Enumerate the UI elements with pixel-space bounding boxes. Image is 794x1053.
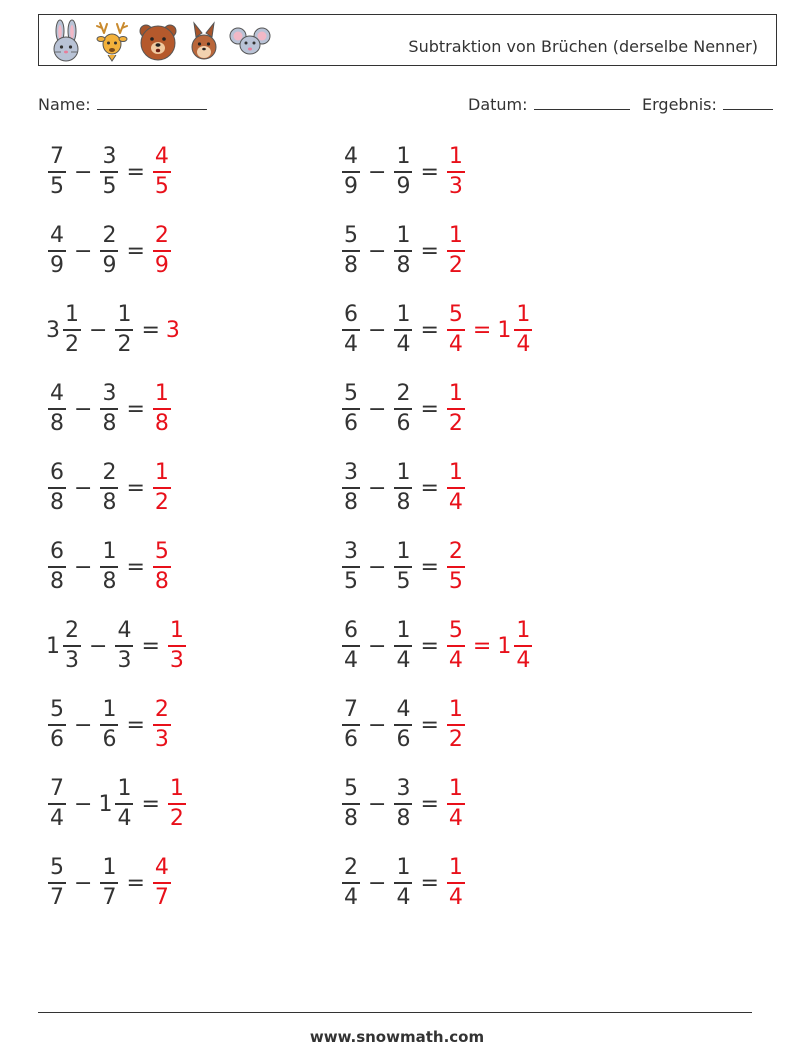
fraction [153, 225, 171, 277]
denominator: 2 [448, 253, 463, 278]
fraction [447, 462, 465, 514]
equals-sign: = [126, 475, 145, 501]
minus-sign: − [368, 712, 387, 738]
denominator: 8 [396, 490, 411, 515]
denominator: 5 [102, 174, 117, 199]
numerator: 4 [50, 381, 64, 406]
denominator: 5 [154, 174, 169, 199]
answer [151, 699, 173, 751]
problem-item [46, 219, 173, 283]
denominator: 4 [448, 332, 463, 357]
fraction [447, 541, 465, 593]
denominator: 6 [50, 727, 64, 752]
problem-item [340, 614, 534, 678]
equals-sign: = [472, 317, 492, 343]
numerator: 7 [50, 144, 64, 169]
fraction [153, 857, 171, 909]
equals-sign: = [141, 791, 160, 817]
denominator: 9 [344, 174, 358, 199]
name-label: Name: [38, 95, 91, 114]
numerator: 1 [396, 460, 411, 485]
denominator: 4 [448, 885, 463, 910]
problem-item [46, 614, 188, 678]
denominator: 4 [344, 332, 358, 357]
answer [445, 225, 467, 277]
answer [445, 541, 467, 593]
fraction [394, 146, 412, 198]
minus-sign: − [89, 317, 108, 343]
denominator: 7 [50, 885, 64, 910]
answer [151, 541, 173, 593]
result-field[interactable] [642, 93, 773, 114]
denominator: 4 [396, 332, 411, 357]
equals-sign: = [472, 633, 492, 659]
fraction [153, 462, 171, 514]
numerator: 1 [396, 539, 411, 564]
denominator: 6 [396, 727, 411, 752]
page-title: Subtraktion von Brüchen (derselbe Nenner) [408, 37, 758, 56]
numerator: 2 [396, 381, 411, 406]
numerator: 5 [448, 618, 463, 643]
denominator: 6 [396, 411, 411, 436]
equals-sign: = [420, 791, 439, 817]
numerator: 1 [117, 302, 132, 327]
numerator: 1 [169, 618, 184, 643]
numerator: 1 [154, 381, 169, 406]
equals-sign: = [126, 159, 145, 185]
numerator: 1 [396, 223, 411, 248]
bear-icon [137, 19, 179, 63]
fraction [342, 383, 360, 435]
denominator: 8 [154, 569, 169, 594]
deer-icon [91, 19, 133, 63]
numerator: 1 [448, 855, 463, 880]
numerator: 1 [448, 776, 463, 801]
fraction [48, 462, 66, 514]
numerator: 1 [102, 539, 117, 564]
numerator: 1 [396, 144, 411, 169]
fraction [153, 383, 171, 435]
denominator: 9 [50, 253, 64, 278]
numerator: 1 [169, 776, 184, 801]
fraction [100, 541, 118, 593]
fraction [48, 146, 66, 198]
numerator: 5 [344, 776, 358, 801]
numerator: 1 [102, 697, 117, 722]
fraction [115, 304, 133, 356]
denominator: 2 [448, 727, 463, 752]
equals-sign: = [126, 870, 145, 896]
numerator: 5 [154, 539, 169, 564]
numerator: 4 [344, 144, 358, 169]
fraction [100, 857, 118, 909]
denominator: 4 [448, 806, 463, 831]
fraction [514, 620, 532, 672]
denominator: 3 [169, 648, 184, 673]
minus-sign: − [74, 396, 93, 422]
denominator: 4 [516, 648, 531, 673]
numerator: 6 [50, 460, 64, 485]
denominator: 4 [344, 885, 358, 910]
answer [166, 318, 181, 343]
denominator: 8 [102, 569, 117, 594]
footer-divider [38, 1012, 752, 1013]
answer [445, 778, 467, 830]
denominator: 4 [50, 806, 64, 831]
numerator: 4 [154, 855, 169, 880]
denominator: 6 [102, 727, 117, 752]
problem-item [340, 456, 467, 520]
fraction [100, 699, 118, 751]
numerator: 4 [154, 144, 169, 169]
numerator: 2 [448, 539, 463, 564]
equals-sign: = [126, 396, 145, 422]
denominator: 4 [448, 490, 463, 515]
squirrel-icon [183, 19, 225, 63]
numerator: 1 [65, 302, 79, 327]
answer [445, 304, 467, 356]
fraction [447, 620, 465, 672]
numerator: 1 [396, 302, 411, 327]
denominator: 4 [117, 806, 132, 831]
answer [445, 383, 467, 435]
footer-url: www.snowmath.com [309, 1028, 485, 1046]
answer [445, 462, 467, 514]
fraction [342, 146, 360, 198]
numerator: 1 [516, 618, 531, 643]
answer-mixed [497, 304, 534, 356]
fraction [394, 304, 412, 356]
numerator: 5 [448, 302, 463, 327]
answer [166, 778, 188, 830]
denominator: 4 [448, 648, 463, 673]
fraction [100, 462, 118, 514]
numerator: 3 [102, 381, 117, 406]
problem-item [340, 851, 467, 915]
denominator: 5 [344, 569, 358, 594]
equals-sign: = [420, 238, 439, 264]
numerator: 1 [448, 460, 463, 485]
whole-number: 1 [46, 633, 60, 659]
equals-sign: = [141, 633, 160, 659]
problem-item [46, 377, 173, 441]
denominator: 2 [169, 806, 184, 831]
fraction [342, 541, 360, 593]
name-line[interactable] [97, 93, 207, 110]
answer [151, 225, 173, 277]
minus-sign: − [368, 159, 387, 185]
fraction [342, 620, 360, 672]
minus-sign: − [74, 791, 93, 817]
numerator: 7 [50, 776, 64, 801]
fraction [168, 778, 186, 830]
minus-sign: − [89, 633, 108, 659]
problem-item [340, 535, 467, 599]
fraction [48, 383, 66, 435]
denominator: 8 [396, 806, 411, 831]
numerator: 1 [396, 618, 411, 643]
denominator: 3 [448, 174, 463, 199]
animal-icons [45, 19, 271, 63]
equals-sign: = [141, 317, 160, 343]
denominator: 3 [65, 648, 79, 673]
numerator: 2 [102, 223, 117, 248]
denominator: 8 [344, 490, 358, 515]
denominator: 7 [154, 885, 169, 910]
fraction [342, 304, 360, 356]
numerator: 6 [344, 618, 358, 643]
numerator: 3 [396, 776, 411, 801]
fraction [447, 699, 465, 751]
numerator: 3 [102, 144, 117, 169]
minus-sign: − [74, 554, 93, 580]
worksheet-header [38, 14, 777, 66]
denominator: 8 [50, 490, 64, 515]
fraction [153, 146, 171, 198]
fraction [394, 383, 412, 435]
minus-sign: − [368, 238, 387, 264]
problem-item [340, 219, 467, 283]
problem-item [340, 693, 467, 757]
answer [445, 620, 467, 672]
fraction [342, 225, 360, 277]
answer [445, 857, 467, 909]
fraction [63, 304, 81, 356]
minus-sign: − [74, 712, 93, 738]
denominator: 8 [102, 411, 117, 436]
numerator: 1 [448, 381, 463, 406]
mouse-icon [229, 19, 271, 63]
answer [151, 146, 173, 198]
fraction [100, 225, 118, 277]
fraction [447, 304, 465, 356]
fraction [48, 857, 66, 909]
equals-sign: = [126, 238, 145, 264]
fraction [168, 620, 186, 672]
denominator: 6 [344, 727, 358, 752]
answer [151, 383, 173, 435]
fraction [48, 699, 66, 751]
denominator: 9 [102, 253, 117, 278]
fraction [394, 225, 412, 277]
minus-sign: − [368, 317, 387, 343]
minus-sign: − [74, 475, 93, 501]
fraction [394, 620, 412, 672]
denominator: 4 [516, 332, 531, 357]
denominator: 2 [117, 332, 132, 357]
fraction [394, 541, 412, 593]
denominator: 8 [396, 253, 411, 278]
answer [445, 699, 467, 751]
fraction [447, 778, 465, 830]
whole-number: 1 [98, 791, 113, 817]
fraction [115, 778, 133, 830]
fraction [394, 778, 412, 830]
numerator: 1 [448, 697, 463, 722]
fraction [447, 383, 465, 435]
equals-sign: = [420, 317, 439, 343]
whole-number: 1 [497, 633, 512, 659]
fraction [100, 383, 118, 435]
equals-sign: = [126, 554, 145, 580]
answer-mixed [497, 620, 534, 672]
numerator: 1 [154, 460, 169, 485]
problem-item [340, 772, 467, 836]
fraction [342, 462, 360, 514]
fraction [447, 857, 465, 909]
denominator: 2 [65, 332, 79, 357]
equals-sign: = [420, 159, 439, 185]
denominator: 6 [344, 411, 358, 436]
denominator: 2 [154, 490, 169, 515]
denominator: 8 [102, 490, 117, 515]
numerator: 6 [344, 302, 358, 327]
denominator: 3 [117, 648, 132, 673]
problem-item [340, 298, 534, 362]
equals-sign: = [420, 712, 439, 738]
numerator: 2 [154, 223, 169, 248]
minus-sign: − [368, 633, 387, 659]
numerator: 5 [344, 381, 358, 406]
problem-item [46, 772, 188, 836]
problem-item [46, 456, 173, 520]
numerator: 4 [50, 223, 64, 248]
minus-sign: − [368, 475, 387, 501]
answer [151, 857, 173, 909]
problem-item [340, 377, 467, 441]
fraction [394, 699, 412, 751]
numerator: 5 [344, 223, 358, 248]
denominator: 5 [448, 569, 463, 594]
equals-sign: = [420, 475, 439, 501]
denominator: 2 [448, 411, 463, 436]
fraction [48, 541, 66, 593]
fraction [153, 699, 171, 751]
minus-sign: − [74, 159, 93, 185]
fraction [394, 857, 412, 909]
fraction [514, 304, 532, 356]
equals-sign: = [420, 633, 439, 659]
problem-item [46, 298, 181, 362]
denominator: 8 [344, 253, 358, 278]
minus-sign: − [74, 238, 93, 264]
fraction [48, 225, 66, 277]
fraction [115, 620, 133, 672]
denominator: 9 [154, 253, 169, 278]
whole-number: 3 [165, 317, 180, 343]
fraction [394, 462, 412, 514]
whole-number: 1 [497, 317, 512, 343]
fraction [342, 857, 360, 909]
denominator: 4 [396, 885, 411, 910]
denominator: 8 [154, 411, 169, 436]
numerator: 7 [344, 697, 358, 722]
answer [151, 462, 173, 514]
result-label: Ergebnis: [642, 95, 717, 114]
result-line[interactable] [723, 93, 773, 110]
date-label: Datum: [468, 95, 528, 114]
numerator: 1 [396, 855, 411, 880]
name-field[interactable] [38, 93, 207, 114]
numerator: 1 [516, 302, 531, 327]
fraction [447, 225, 465, 277]
numerator: 1 [448, 223, 463, 248]
rabbit-icon [45, 19, 87, 63]
problem-item [46, 693, 173, 757]
numerator: 5 [50, 697, 64, 722]
numerator: 1 [117, 776, 132, 801]
minus-sign: − [368, 396, 387, 422]
denominator: 5 [396, 569, 411, 594]
numerator: 2 [154, 697, 169, 722]
fraction [447, 146, 465, 198]
denominator: 3 [154, 727, 169, 752]
problem-item [46, 851, 173, 915]
numerator: 4 [396, 697, 411, 722]
numerator: 2 [344, 855, 358, 880]
denominator: 7 [102, 885, 117, 910]
numerator: 1 [448, 144, 463, 169]
fraction [48, 778, 66, 830]
numerator: 5 [50, 855, 64, 880]
problem-item [46, 535, 173, 599]
denominator: 8 [50, 569, 64, 594]
numerator: 3 [344, 460, 358, 485]
numerator: 2 [102, 460, 117, 485]
numerator: 2 [65, 618, 79, 643]
date-line[interactable] [534, 93, 630, 110]
numerator: 6 [50, 539, 64, 564]
denominator: 4 [396, 648, 411, 673]
fraction [100, 146, 118, 198]
answer [445, 146, 467, 198]
answer [166, 620, 188, 672]
fraction [153, 541, 171, 593]
minus-sign: − [74, 870, 93, 896]
problem-item [46, 140, 173, 204]
denominator: 5 [50, 174, 64, 199]
numerator: 1 [102, 855, 117, 880]
equals-sign: = [126, 712, 145, 738]
minus-sign: − [368, 791, 387, 817]
denominator: 8 [344, 806, 358, 831]
minus-sign: − [368, 870, 387, 896]
denominator: 4 [344, 648, 358, 673]
numerator: 4 [117, 618, 132, 643]
date-field[interactable] [468, 93, 630, 114]
denominator: 8 [50, 411, 64, 436]
denominator: 9 [396, 174, 411, 199]
whole-number: 3 [46, 317, 60, 343]
equals-sign: = [420, 396, 439, 422]
equals-sign: = [420, 870, 439, 896]
fraction [63, 620, 81, 672]
minus-sign: − [368, 554, 387, 580]
numerator: 3 [344, 539, 358, 564]
problem-item [340, 140, 467, 204]
equals-sign: = [420, 554, 439, 580]
fraction [342, 699, 360, 751]
fraction [342, 778, 360, 830]
